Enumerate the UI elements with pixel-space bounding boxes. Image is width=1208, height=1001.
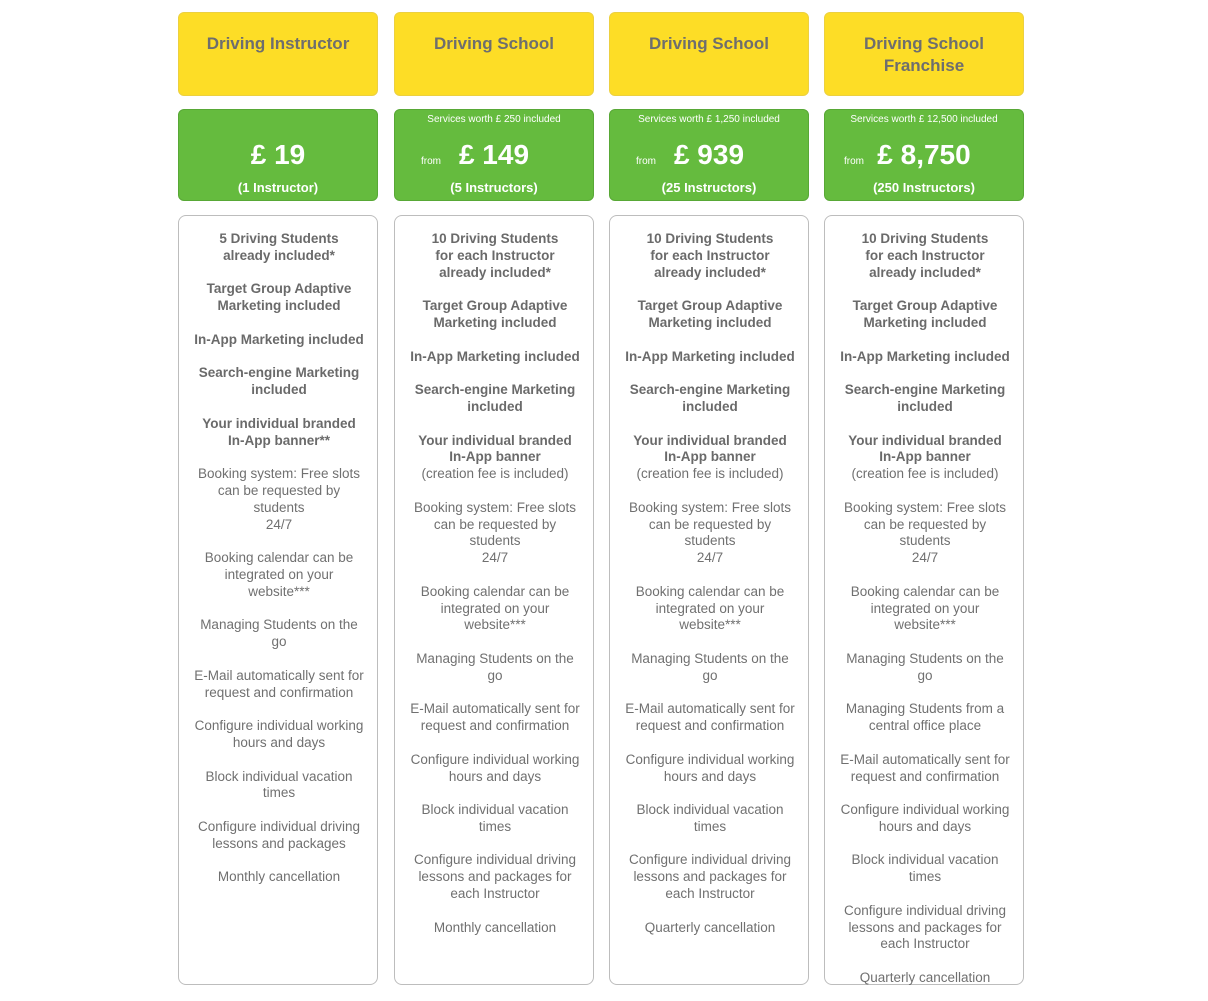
feature-item (837, 433, 1013, 483)
services-note: Services worth £ 12,500 included (850, 114, 998, 125)
feature-line-bold: In-App banner (664, 449, 756, 465)
price-amount: £ 8,750 (877, 139, 971, 170)
feature-line: 24/7 (911, 550, 939, 566)
feature-line-bold: Marketing included (217, 298, 341, 314)
plan-driving-school-large (609, 12, 809, 985)
feature-item (622, 920, 798, 937)
feature-line: times (262, 785, 296, 801)
feature-item (622, 852, 798, 902)
price-box (178, 109, 378, 201)
feature-line-bold: Your individual branded (202, 415, 356, 431)
plan-title-line: Driving School (434, 34, 554, 53)
feature-line: Configure individual driving (413, 852, 577, 868)
feature-item (191, 332, 367, 349)
price-box (609, 109, 809, 201)
feature-item (407, 500, 583, 567)
feature-item (837, 970, 1013, 987)
feature-line: times (693, 818, 727, 834)
feature-line: go (702, 667, 718, 683)
feature-line: hours and days (448, 768, 542, 784)
price-box (824, 109, 1024, 201)
feature-line-bold: included (897, 398, 953, 414)
feature-item (191, 416, 367, 450)
feature-item (191, 869, 367, 886)
feature-line-bold: included (682, 398, 738, 414)
feature-item (622, 433, 798, 483)
feature-line: Booking system: Free slots (628, 499, 792, 515)
price-amount: £ 19 (250, 139, 306, 170)
feature-item (407, 920, 583, 937)
feature-line-bold: for each Instructor (650, 247, 770, 263)
feature-item (191, 617, 367, 651)
feature-item (837, 382, 1013, 416)
feature-line-bold: In-App Marketing included (410, 348, 580, 364)
feature-line-bold: 10 Driving Students (431, 231, 559, 246)
feature-line: Configure individual working (194, 718, 364, 734)
plan-title-line: Driving School (864, 34, 984, 53)
feature-line: lessons and packages for (633, 869, 787, 885)
feature-line-bold: Search-engine Marketing (844, 382, 1006, 398)
feature-line-bold: In-App banner (449, 449, 541, 465)
feature-line-bold: In-App Marketing included (194, 331, 364, 347)
feature-line: Block individual vacation (421, 802, 569, 818)
feature-line-bold: Search-engine Marketing (629, 382, 791, 398)
feature-line: (creation fee is included) (851, 466, 999, 482)
feature-line: (creation fee is included) (636, 466, 784, 482)
feature-line: Configure individual working (840, 802, 1010, 818)
feature-line: lessons and packages for (418, 869, 572, 885)
feature-item (837, 231, 1013, 281)
feature-line: Quarterly cancellation (644, 919, 776, 935)
instructor-count: (25 Instructors) (661, 180, 757, 195)
feature-item (837, 752, 1013, 786)
from-label: from (844, 156, 864, 167)
feature-line: Booking calendar can be (204, 550, 354, 566)
feature-line-bold: for each Instructor (435, 247, 555, 263)
feature-line: Monthly cancellation (433, 919, 557, 935)
feature-line: lessons and packages for (848, 919, 1002, 935)
feature-line: E-Mail automatically sent for (840, 751, 1010, 767)
feature-line-bold: In-App banner (879, 449, 971, 465)
feature-item (407, 382, 583, 416)
feature-list (178, 215, 378, 985)
feature-line-bold: 5 Driving Students (219, 231, 339, 246)
feature-line: each Instructor (450, 886, 540, 902)
feature-item (622, 752, 798, 786)
feature-line-bold: already included* (654, 264, 766, 280)
feature-line: each Instructor (665, 886, 755, 902)
feature-item (837, 651, 1013, 685)
feature-line-bold: Target Group Adaptive (852, 298, 998, 314)
feature-line: central office place (868, 718, 982, 734)
feature-line: each Instructor (880, 936, 970, 952)
plan-driving-school-franchise (824, 12, 1024, 985)
feature-item (837, 349, 1013, 366)
instructor-count: (1 Instructor) (237, 180, 319, 195)
price-amount: £ 149 (458, 139, 530, 170)
feature-item (407, 852, 583, 902)
feature-line: request and confirmation (204, 684, 354, 700)
feature-item (191, 466, 367, 533)
plan-driving-instructor (178, 12, 378, 985)
feature-line: Managing Students on the (846, 650, 1004, 666)
instructor-count: (5 Instructors) (450, 180, 538, 195)
feature-item (622, 584, 798, 634)
feature-line: Configure individual driving (843, 902, 1007, 918)
feature-item (191, 769, 367, 803)
feature-line-bold: Your individual branded (848, 432, 1002, 448)
feature-item (837, 298, 1013, 332)
feature-line-bold: already included* (439, 264, 551, 280)
feature-item (407, 584, 583, 634)
feature-line: request and confirmation (635, 718, 785, 734)
feature-item (622, 500, 798, 567)
feature-line-bold: Your individual branded (633, 432, 787, 448)
feature-item (622, 382, 798, 416)
plan-title-box (609, 12, 809, 96)
feature-line: E-Mail automatically sent for (625, 701, 795, 717)
plan-driving-school-small (394, 12, 594, 985)
feature-line-bold: Target Group Adaptive (637, 298, 783, 314)
feature-item (191, 365, 367, 399)
feature-item (191, 668, 367, 702)
feature-item (837, 802, 1013, 836)
feature-line: lessons and packages (212, 835, 346, 851)
feature-line-bold: Target Group Adaptive (206, 281, 352, 297)
feature-line: Configure individual driving (628, 852, 792, 868)
feature-item (622, 701, 798, 735)
feature-item (407, 752, 583, 786)
feature-line: 24/7 (481, 550, 509, 566)
feature-line: can be requested by students (433, 516, 557, 549)
feature-item (191, 718, 367, 752)
feature-item (191, 231, 367, 265)
from-label: from (421, 156, 441, 167)
feature-line: Booking calendar can be (850, 583, 1000, 599)
feature-item (191, 281, 367, 315)
feature-line: Managing Students on the (416, 650, 574, 666)
feature-line: can be requested by students (648, 516, 772, 549)
feature-line-bold: for each Instructor (865, 247, 985, 263)
feature-line: Monthly cancellation (217, 869, 341, 885)
feature-item (622, 298, 798, 332)
feature-line: website*** (248, 583, 310, 599)
feature-line: Booking calendar can be (420, 583, 570, 599)
feature-line-bold: 10 Driving Students (646, 231, 774, 246)
feature-item (837, 701, 1013, 735)
feature-item (837, 903, 1013, 953)
feature-line: request and confirmation (850, 768, 1000, 784)
feature-item (837, 500, 1013, 567)
from-label: from (636, 156, 656, 167)
feature-item (622, 349, 798, 366)
feature-line: Configure individual working (625, 751, 795, 767)
price-box (394, 109, 594, 201)
feature-line-bold: In-App Marketing included (625, 348, 795, 364)
plan-title-box (394, 12, 594, 96)
feature-line: request and confirmation (420, 718, 570, 734)
feature-item (191, 550, 367, 600)
feature-line: Managing Students from a (845, 701, 1005, 717)
feature-line: Configure individual working (410, 751, 580, 767)
feature-line-bold: Target Group Adaptive (422, 298, 568, 314)
feature-line: Booking system: Free slots (843, 499, 1007, 515)
feature-line: Managing Students on the (631, 650, 789, 666)
feature-line: Block individual vacation (636, 802, 784, 818)
feature-line: 24/7 (265, 516, 293, 532)
feature-line: times (908, 869, 942, 885)
plan-title-line: Driving School (649, 34, 769, 53)
feature-line: Block individual vacation (205, 768, 353, 784)
feature-line-bold: included (251, 382, 307, 398)
feature-line: go (917, 667, 933, 683)
feature-item (837, 584, 1013, 634)
feature-line: can be requested by students (863, 516, 987, 549)
price-amount: £ 939 (673, 139, 745, 170)
feature-line-bold: Marketing included (433, 314, 557, 330)
feature-item (407, 651, 583, 685)
feature-line: Managing Students on the (200, 617, 358, 633)
feature-line: integrated on your (440, 600, 550, 616)
feature-line-bold: Search-engine Marketing (414, 382, 576, 398)
feature-item (407, 231, 583, 281)
feature-line: Block individual vacation (851, 852, 999, 868)
feature-list (824, 215, 1024, 985)
feature-line: Quarterly cancellation (859, 970, 991, 986)
feature-line: Booking system: Free slots (197, 466, 361, 482)
feature-line-bold: In-App banner** (227, 432, 330, 448)
feature-line: integrated on your (870, 600, 980, 616)
feature-item (407, 349, 583, 366)
feature-line: (creation fee is included) (421, 466, 569, 482)
feature-item (622, 651, 798, 685)
feature-item (622, 802, 798, 836)
feature-line: Booking calendar can be (635, 583, 785, 599)
feature-line: go (487, 667, 503, 683)
feature-item (622, 231, 798, 281)
plan-title-line: Franchise (883, 56, 965, 75)
services-note: Services worth £ 250 included (427, 114, 561, 125)
feature-item (837, 852, 1013, 886)
feature-line: go (271, 634, 287, 650)
plan-title-box (824, 12, 1024, 96)
feature-line: E-Mail automatically sent for (410, 701, 580, 717)
feature-line-bold: 10 Driving Students (861, 231, 989, 246)
feature-line: integrated on your (655, 600, 765, 616)
feature-line-bold: Your individual branded (418, 432, 572, 448)
feature-line: integrated on your (224, 566, 334, 582)
feature-line-bold: Marketing included (863, 314, 987, 330)
feature-line: can be requested by students (217, 482, 341, 515)
feature-line: hours and days (663, 768, 757, 784)
feature-line: Booking system: Free slots (413, 499, 577, 515)
feature-item (191, 819, 367, 853)
instructor-count: (250 Instructors) (873, 180, 975, 195)
feature-line: times (478, 818, 512, 834)
feature-line-bold: Search-engine Marketing (198, 365, 360, 381)
feature-line: E-Mail automatically sent for (194, 667, 364, 683)
feature-line: hours and days (878, 818, 972, 834)
feature-item (407, 298, 583, 332)
feature-list (609, 215, 809, 985)
feature-line: website*** (679, 617, 741, 633)
feature-line-bold: In-App Marketing included (840, 348, 1010, 364)
feature-line: 24/7 (696, 550, 724, 566)
services-note: Services worth £ 1,250 included (638, 114, 780, 125)
feature-line: website*** (894, 617, 956, 633)
feature-line: hours and days (232, 734, 326, 750)
feature-list (394, 215, 594, 985)
feature-line: website*** (464, 617, 526, 633)
feature-item (407, 701, 583, 735)
feature-line-bold: included (467, 398, 523, 414)
feature-line-bold: already included* (223, 247, 335, 263)
feature-item (407, 802, 583, 836)
plan-title-box (178, 12, 378, 96)
feature-line: Configure individual driving (197, 818, 361, 834)
feature-line-bold: Marketing included (648, 314, 772, 330)
plan-title-line: Driving Instructor (206, 34, 350, 53)
feature-item (407, 433, 583, 483)
feature-line-bold: already included* (869, 264, 981, 280)
